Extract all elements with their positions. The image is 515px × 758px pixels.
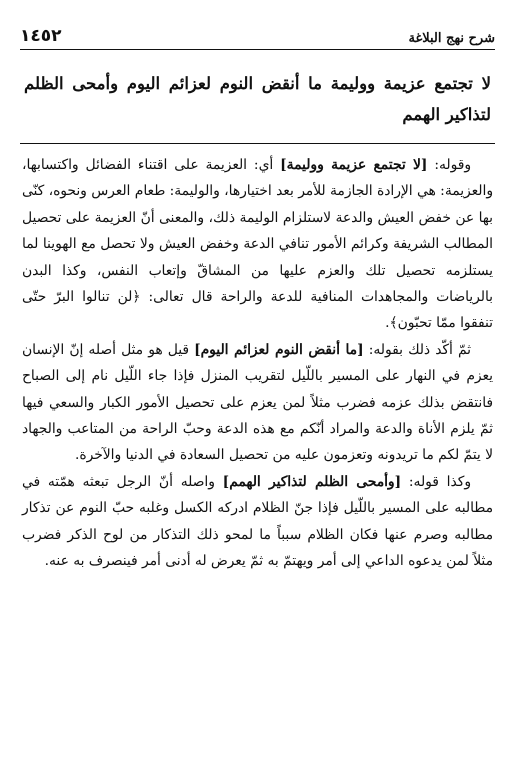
paragraph-2 <box>22 337 493 469</box>
running-title: شرح نهج البلاغة <box>408 31 495 46</box>
paragraph-3-quote: [وأمحى الظلم لتذاكير الهمم] <box>222 473 402 490</box>
paragraph-2-quote: [ما أنقض النوم لعزائم اليوم] <box>194 341 364 358</box>
paragraph-2-intro: ثمّ أكّد ذلك بقوله: <box>363 341 471 358</box>
paragraph-3-intro: وكذا قوله: <box>401 473 471 490</box>
commentary-body <box>22 152 493 575</box>
paragraph-1-intro: وقوله: <box>427 157 471 173</box>
paragraph-1-quote: [لا تجتمع عزيمة ووليمة] <box>280 157 428 173</box>
header-divider <box>20 49 495 50</box>
section-heading: لا تجتمع عزيمة ووليمة ما أنقض النوم لعزائم اليوم وأمحى الظلم لتذاكير الهمم <box>24 74 491 124</box>
paragraph-2-text: قيل هو مثل أصله إنّ الإنسان يعزم في النهار على المسير باللّيل لتقريب المنزل فإذا جاء اللّيل نام إلى الصباح فانتقض بذلك عزمه فضرب مثلاً لمن يعزم على تحصيل الأمور الكبار والسعي فيها ثمّ يلزم الأناة والدعة والمراد أنّكم مع هذه الدعة وحبّ الراحة من المتاعب والجهاد لا يتمّ لكم ما تريدونه وتعزمون عليه من تحصيل السعادة في الدنيا والآخرة. <box>22 341 493 464</box>
page-header <box>20 18 495 46</box>
paragraph-3 <box>22 469 493 575</box>
paragraph-1 <box>22 152 493 337</box>
paragraph-3-text: واصله أنّ الرجل تبعثه همّته في مطالبه على المسير باللّيل فإذا جنّ الظلام ادركه الكسل وغلبه حبّ النوم عن تذكار مطالبه وصرم عنها فكان الظلام سبباً ما لمحو ذلك التذكار من لوح الذكر فضرب مثلاً لمن يدعوه الداعي إلى أمر ويهتمّ به ثمّ يعرض له أدنى أمر فينصرف به عنه. <box>22 473 493 570</box>
heading-divider <box>20 143 495 144</box>
page-number: ١٤٥٢ <box>20 26 62 46</box>
paragraph-1-text: أي: العزيمة على اقتناء الفضائل واكتسابها، والعزيمة: هي الإرادة الجازمة للأمر بعد اختيارها، والوليمة: طعام العرس ونحوه، كنّى بها عن خفض العيش والدعة لاستلزام الوليمة ذلك، والمعنى أنّ العزيمة على تحصيل المطالب الشريفة وكرائم الأمور تنافي الدعة وخفض العيش ولا تحصل مع الهوينا لما يستلزمه تحصيل تلك والعزم عليها من المشاقّ وإتعاب النفس، وكذا البدن بالرياضات والمجاهدات المنافية للدعة والراحة قال تعالى: ﴿لن تنالوا البرّ حتّى تنفقوا ممّا تحبّون﴾. <box>22 157 493 332</box>
